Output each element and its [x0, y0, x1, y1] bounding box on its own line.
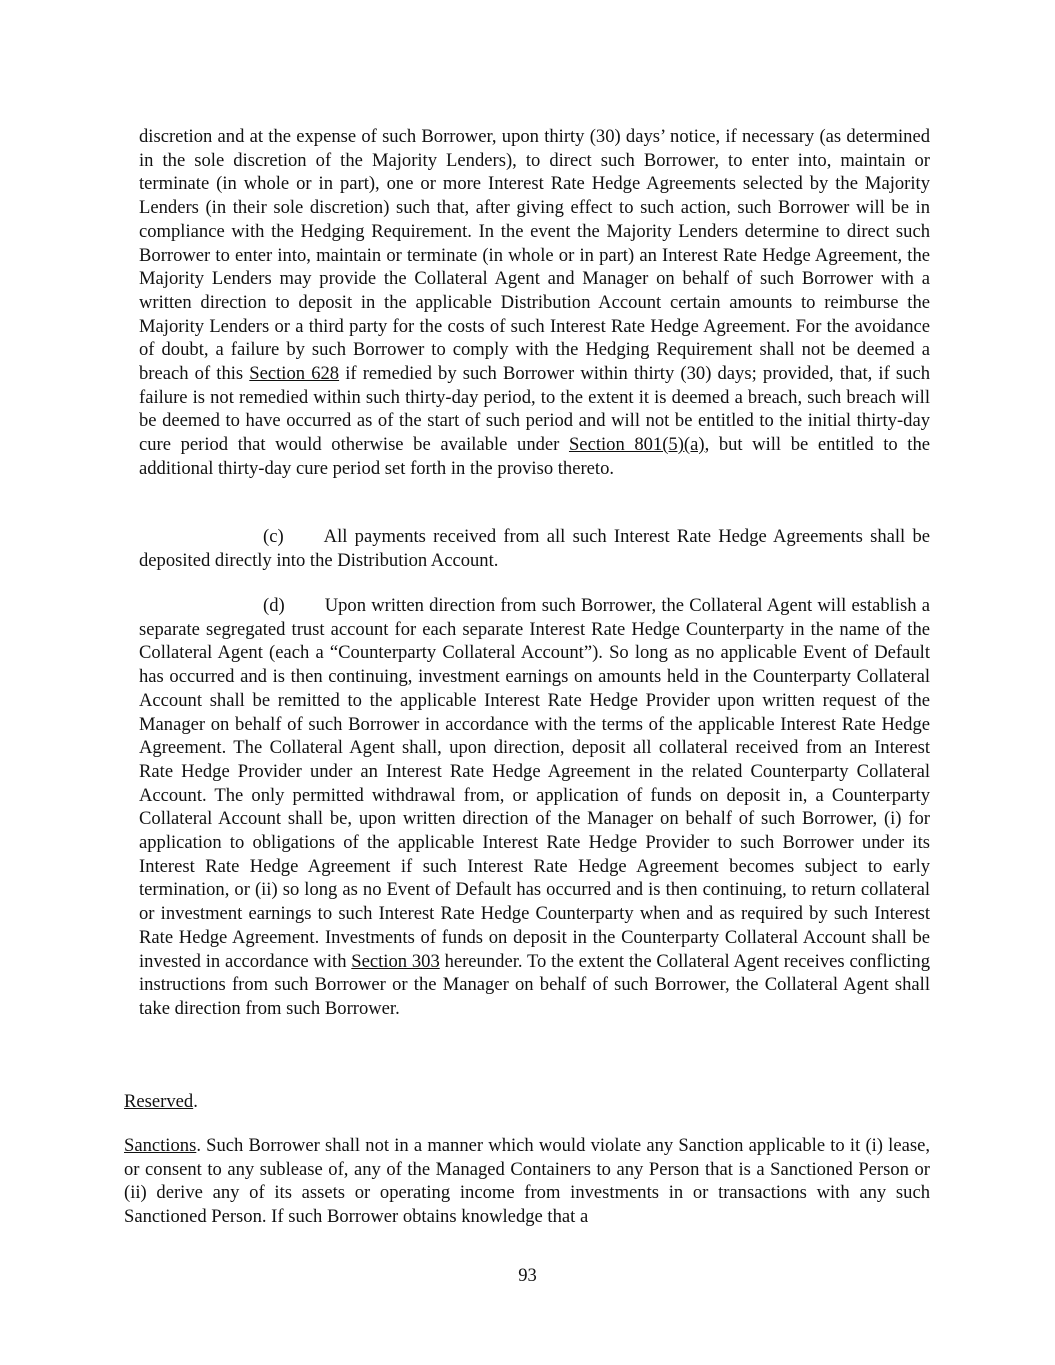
- hedging-text-1: discretion and at the expense of such Borrower, upon thirty (30) days’ notice, if necessary (as determined in the sole discretion of the Majority Lenders), to direct such Borrower, to enter into, maintain or terminate (in whole or in part), one or more Interest Rate Hedge Agreements selected by the Majority Lenders (in their sole discretion) such that, after giving effect to such action, such Borrower will be in compliance with the Hedging Requirement. In the event the Majority Lenders determine to direct such Borrower to enter into, maintain or terminate (in whole or in part) an Interest Rate Hedge Agreement, the Majority Lenders may provide the Collateral Agent and Manager on behalf of such Borrower with a written direction to deposit in the applicable Distribution Account certain amounts to reimburse the Majority Lenders or a third party for the costs of such Interest Rate Hedge Agreement. For the avoidance of doubt, a failure by such Borrower to comply with the Hedging Requirement shall not be deemed a breach of this: [139, 126, 930, 385]
- paragraph-c: [139, 525, 930, 572]
- reserved-suffix: .: [193, 1091, 198, 1112]
- section-303-reference: Section 303: [351, 950, 440, 972]
- hedging-text-2: if remedied by such Borrower within thirty (30) days; provided, that, if such failure is not remedied within such thirty-day period, to the extent it is deemed a breach, such breach will be deemed to have occurred as of the start of such period and will not be entitled to the initial thirty-day cure period that would otherwise be available under: [139, 363, 930, 456]
- hedging-paragraph: [139, 125, 930, 481]
- paragraph-d-text-1: Upon written direction from such Borrower, the Collateral Agent will establish a separate segregated trust account for each separate Interest Rate Hedge Counterparty in the name of the Collateral Agent (each a “Counterparty Collateral Account”). So long as no applicable Event of Default has occurred and is then continuing, investment earnings on amounts held in the Counterparty Collateral Account shall be remitted to the applicable Interest Rate Hedge Provider upon written request of the Manager on behalf of such Borrower in accordance with the terms of the applicable Interest Rate Hedge Agreement. The Collateral Agent shall, upon direction, deposit all collateral received from an Interest Rate Hedge Provider under an Interest Rate Hedge Agreement in the related Counterparty Collateral Account. The only permitted withdrawal from, or application of funds on deposit in, a Counterparty Collateral Account shall be, upon written direction of the Manager on behalf of such Borrower, (i) for application to obligations of the applicable Interest Rate Hedge Provider to such Borrower under its Interest Rate Hedge Agreement if such Interest Rate Hedge Agreement becomes subject to early termination, or (ii) so long as no Event of Default has occurred and is then continuing, to return collateral or investment earnings to such Interest Rate Hedge Counterparty when and as required by such Interest Rate Hedge Agreement. Investments of funds on deposit in the Counterparty Collateral Account shall be invested in accordance with: [139, 595, 930, 972]
- paragraph-d-text-2: hereunder. To the extent the Collateral Agent receives conflicting instructions from such Borrower or the Manager on behalf of such Borrower, the Collateral Agent shall take direction from such Borrower.: [139, 950, 930, 1019]
- paragraph-c-text: All payments received from all such Interest Rate Hedge Agreements shall be deposited directly into the Distribution Account.: [139, 526, 930, 571]
- page-number: 93: [518, 1265, 537, 1286]
- sanctions-heading: Sanctions: [124, 1135, 197, 1156]
- paragraph-d: [139, 594, 930, 1021]
- hedging-text-3: , but will be entitled to the additional thirty-day cure period set forth in the proviso thereto.: [139, 434, 931, 479]
- section-801-reference: Section 801(5)(a): [568, 434, 705, 456]
- reserved-section: [124, 1090, 930, 1114]
- paragraph-c-label: (c): [263, 526, 284, 547]
- sanctions-section: [124, 1134, 930, 1229]
- paragraph-d-label: (d): [263, 595, 285, 616]
- reserved-heading: Reserved: [124, 1091, 194, 1112]
- section-628-reference: Section 628: [249, 363, 340, 385]
- sanctions-text: . Such Borrower shall not in a manner which would violate any Sanction applicable to it (i) lease, or consent to any sublease of, any of the Managed Containers to any Person that is a Sanctioned Person or (ii) derive any of its assets or operating income from investments in or transactions with any such Sanctioned Person. If such Borrower obtains knowledge that a: [124, 1135, 930, 1228]
